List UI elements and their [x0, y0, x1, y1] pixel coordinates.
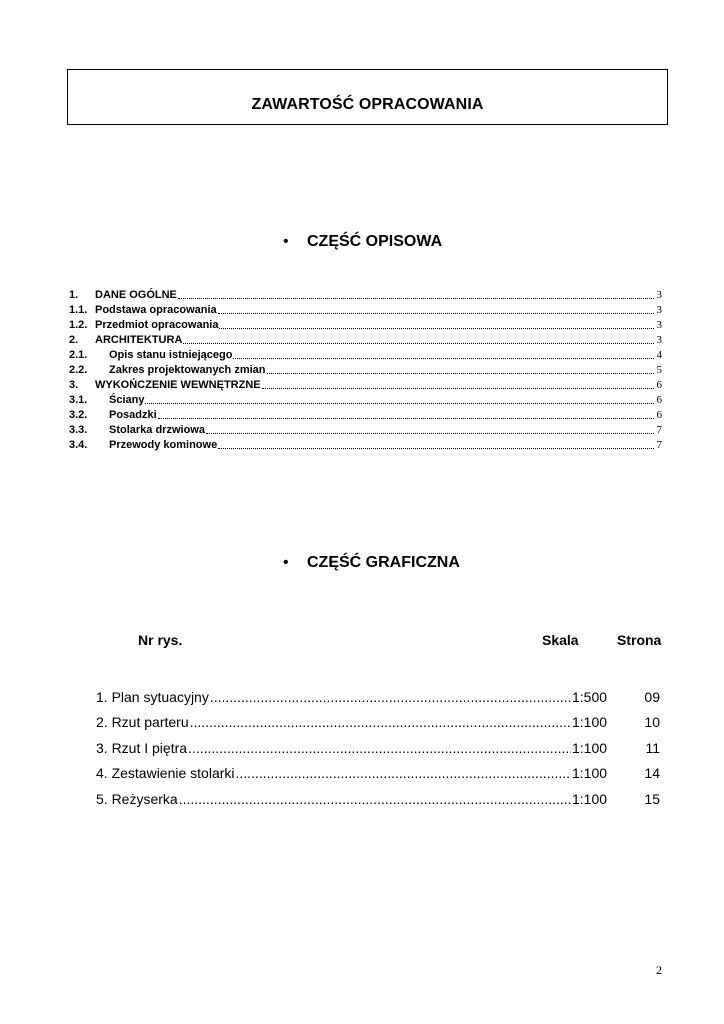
drawing-page: 09	[644, 688, 660, 705]
toc-number: 2.1.	[69, 349, 88, 361]
drawing-page: 15	[644, 790, 660, 807]
toc-label: Przewody kominowe	[109, 439, 218, 451]
toc-number: 1.2.	[69, 319, 88, 331]
toc-row[interactable]	[69, 408, 662, 423]
toc-number: 3.3.	[69, 424, 88, 436]
toc-leader	[178, 298, 654, 299]
drawing-label: 3. Rzut I piętra	[96, 739, 188, 756]
toc-label: DANE OGÓLNE	[95, 289, 177, 301]
toc-leader	[145, 403, 654, 404]
drawing-label: 2. Rzut parteru	[96, 714, 189, 730]
toc-number: 3.1.	[69, 394, 88, 406]
toc-row[interactable]	[69, 393, 662, 408]
toc-row[interactable]	[69, 438, 662, 453]
toc-page: 7	[656, 439, 662, 451]
toc-label: Ściany	[109, 394, 145, 406]
drawing-leader	[210, 687, 571, 707]
toc-page: 4	[656, 349, 662, 361]
toc-leader	[183, 343, 654, 344]
toc-leader	[262, 388, 654, 389]
toc-label: Zakres projektowanych zmian	[109, 364, 266, 376]
toc-page: 6	[656, 394, 662, 406]
toc-number: 2.2.	[69, 364, 88, 376]
toc-page: 7	[656, 424, 662, 436]
toc-number: 1.	[69, 289, 79, 301]
toc-number: 2.	[69, 334, 79, 346]
drawing-page: 14	[644, 765, 660, 781]
toc-number: 3.	[69, 379, 79, 391]
toc-page: 6	[656, 409, 662, 421]
drawing-page: 10	[644, 714, 660, 730]
drawing-scale: 1:100	[572, 739, 608, 756]
page-number: 2	[656, 963, 662, 977]
drawings-list	[96, 681, 664, 809]
table-of-contents	[69, 288, 662, 453]
toc-label: Podstawa opracowania	[95, 304, 217, 316]
section-title-graficzna: CZĘŚĆ GRAFICZNA	[307, 554, 460, 571]
toc-row[interactable]	[69, 423, 662, 438]
toc-page: 3	[656, 289, 662, 301]
drawing-row[interactable]	[96, 783, 664, 809]
title-box	[67, 69, 668, 125]
toc-leader	[218, 448, 654, 449]
toc-page: 3	[656, 319, 662, 331]
toc-label: WYKOŃCZENIE WEWNĘTRZNE	[95, 379, 261, 391]
column-header-page: Strona	[617, 632, 662, 648]
toc-label: Stolarka drzwiowa	[109, 424, 205, 436]
toc-leader	[233, 358, 654, 359]
drawing-row[interactable]	[96, 681, 664, 707]
drawing-leader	[236, 763, 571, 783]
column-header-scale: Skala	[542, 632, 579, 648]
drawing-label: 4. Zestawienie stolarki	[96, 765, 235, 781]
bullet-icon: •	[283, 554, 289, 571]
drawing-leader	[179, 789, 571, 809]
drawing-scale: 1:100	[572, 714, 608, 730]
toc-number: 3.2.	[69, 409, 88, 421]
column-header-number: Nr rys.	[138, 632, 183, 648]
toc-row[interactable]	[69, 363, 662, 378]
toc-row[interactable]	[69, 333, 662, 348]
drawing-leader	[190, 712, 571, 732]
drawing-label: 5. Reżyserka	[96, 790, 178, 807]
section-heading-opisowa	[283, 233, 442, 251]
toc-row[interactable]	[69, 318, 662, 333]
document-title: ZAWARTOŚĆ OPRACOWANIA	[251, 96, 484, 113]
toc-leader	[206, 433, 654, 434]
toc-row[interactable]	[69, 348, 662, 363]
drawing-scale: 1:500	[572, 688, 608, 705]
section-heading-graficzna	[283, 554, 460, 572]
toc-page: 3	[656, 334, 662, 346]
toc-row[interactable]	[69, 303, 662, 318]
toc-leader	[158, 418, 654, 419]
toc-page: 5	[656, 364, 662, 376]
toc-row[interactable]	[69, 288, 662, 303]
toc-leader	[267, 373, 655, 374]
toc-number: 1.1.	[69, 304, 88, 316]
drawing-scale: 1:100	[572, 765, 608, 781]
section-title-opisowa: CZĘŚĆ OPISOWA	[307, 233, 443, 250]
toc-number: 3.4.	[69, 439, 88, 451]
toc-label: Posadzki	[109, 409, 157, 421]
toc-leader	[218, 313, 654, 314]
drawing-scale: 1:100	[572, 790, 608, 807]
toc-row[interactable]	[69, 378, 662, 393]
drawing-row[interactable]	[96, 707, 664, 733]
toc-page: 6	[656, 379, 662, 391]
toc-leader	[219, 328, 654, 329]
drawing-page: 11	[645, 739, 660, 756]
bullet-icon: •	[283, 233, 289, 250]
drawing-row[interactable]	[96, 732, 664, 758]
toc-page: 3	[656, 304, 662, 316]
toc-label: ARCHITEKTURA	[95, 334, 183, 346]
toc-label: Przedmiot opracowania	[95, 319, 219, 331]
drawing-label: 1. Plan sytuacyjny	[96, 688, 209, 705]
drawing-leader	[188, 738, 571, 758]
toc-label: Opis stanu istniejącego	[109, 349, 233, 361]
drawing-row[interactable]	[96, 758, 664, 784]
